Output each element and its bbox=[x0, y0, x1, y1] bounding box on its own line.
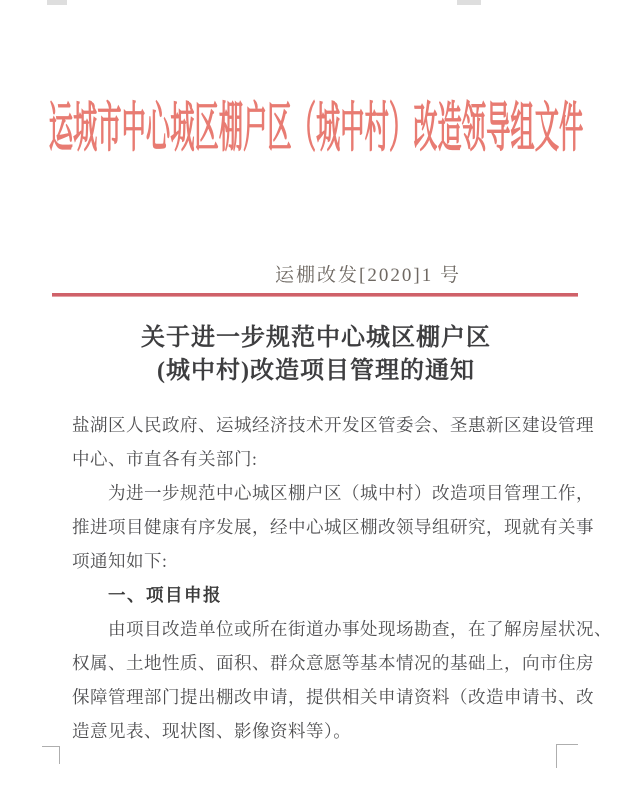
document-number: 运棚改发[2020]1 号 bbox=[275, 265, 461, 286]
body-line: 项通知如下: bbox=[72, 551, 168, 571]
fold-mark-bottom-left-icon bbox=[42, 746, 60, 764]
red-separator-rule bbox=[52, 293, 578, 297]
document-title-line1: 关于进一步规范中心城区棚户区 bbox=[141, 325, 491, 351]
letterhead bbox=[0, 92, 632, 164]
body-line: 盐湖区人民政府、运城经济技术开发区管委会、圣惠新区建设管理 bbox=[72, 415, 594, 435]
body-line: 由项目改造单位或所在街道办事处现场勘查，在了解房屋状况、 bbox=[108, 619, 612, 639]
section-heading-line: 一、项目申报 bbox=[108, 585, 222, 605]
document-number-row bbox=[0, 264, 632, 288]
body-line: 造意见表、现状图、影像资料等）。 bbox=[72, 721, 352, 741]
document-title bbox=[0, 322, 632, 388]
body-line: 权属、土地性质、面积、群众意愿等基本情况的基础上，向市住房 bbox=[72, 653, 594, 673]
body-line: 中心、市直各有关部门: bbox=[72, 449, 258, 469]
body-line: 保障管理部门提出棚改申请，提供相关申请资料（改造申请书、改 bbox=[72, 687, 594, 707]
document-title-line2: (城中村)改造项目管理的通知 bbox=[157, 358, 475, 384]
letterhead-title: 运城市中心城区棚户区（城中村）改造领导组文件 bbox=[48, 98, 584, 158]
scan-smudge-left bbox=[47, 0, 67, 5]
fold-mark-bottom-right-icon bbox=[556, 744, 578, 768]
document-body bbox=[72, 408, 612, 748]
body-line: 为进一步规范中心城区棚户区（城中村）改造项目管理工作， bbox=[108, 483, 594, 503]
body-line: 推进项目健康有序发展，经中心城区棚改领导组研究，现就有关事 bbox=[72, 517, 594, 537]
scan-smudge-right bbox=[457, 0, 481, 5]
